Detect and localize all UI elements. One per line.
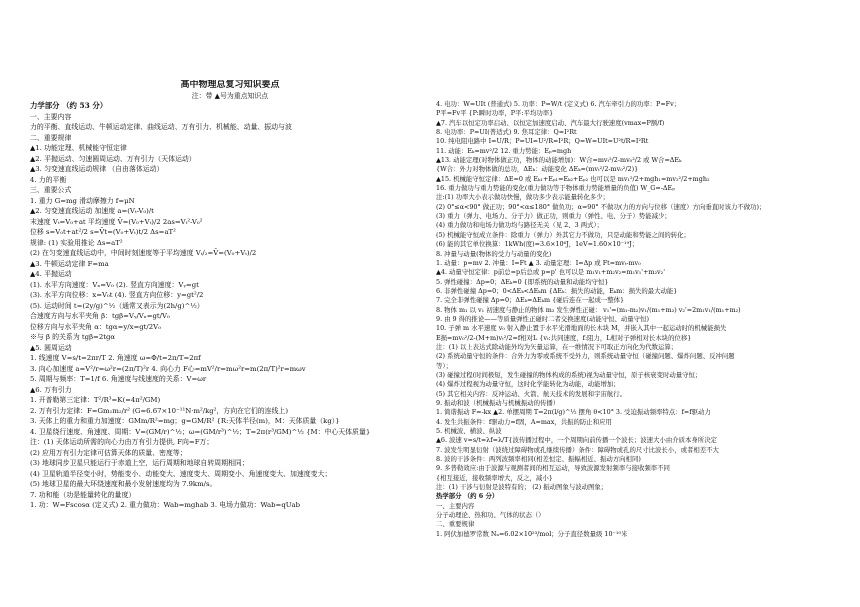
- right-line: 分子动理论、热和功、气体的状态（）: [436, 511, 545, 520]
- right-line: 8. 波的干涉条件：两列波频率相同(相差恒定、振幅相近、振动方向相同): [436, 455, 641, 464]
- right-line: 1. 动量：p=mv 2. 冲量：I=Ft ▲ 3. 动量定理：I=Δp 或 Ft=mvₜ-mv₀: [436, 258, 641, 267]
- left-line: (4) 卫星轨道半径变小时，势能变小、动能变大、速度变大、周期变小、角速度变大、加速度变大；: [30, 469, 332, 478]
- section-heading: 力学部分 （约 53 分）: [30, 101, 108, 110]
- left-line: 4. 卫星绕行速度、角速度、周期：V=(GM/r)^½；ω=(GM/r³)^½；T=2π(r³/GM)^½ {M：中心天体质量}: [30, 427, 371, 436]
- left-line: 1. 线速度 V=s/t=2πr/T 2. 角速度 ω=Φ/t=2π/T=2πf: [30, 354, 201, 362]
- left-line: (5). 运动时间 t=(2y/g)^½（通常又表示为(2h/g)^½）: [30, 301, 204, 310]
- left-line: 3. 天体上的重力和重力加速度：GMm/R²=mg；g=GM/R² {R:天体半径(m)，M：天体质量（kg）}: [30, 417, 340, 425]
- right-line: (5) 其它相关内容：反冲运动、火箭、航天技术的发展和宇宙航行。: [436, 389, 627, 398]
- right-line: 8. 冲量与动量(物体的受力与动量的变化): [436, 249, 552, 258]
- left-line: 5. 周期与频率：T=1/f 6. 角速度与线速度的关系：V=ωr: [30, 375, 207, 383]
- right-line: 等）；: [436, 361, 452, 370]
- section-heading: 热学部分 （约 6 分）: [436, 492, 499, 501]
- right-line: 8. 电功率：P=UI(普适式) 9. 焦耳定律：Q=I²Rt: [436, 128, 577, 137]
- left-line: ▲2. 匀变速直线运动 加速度 a=(Vₜ-V₀)/t: [30, 207, 154, 215]
- left-line: 位移 s=V₀t+at²/2 s=V̄t=(V₀+Vₜ)t/2 Δs=aT²: [30, 228, 176, 236]
- left-line: 一、主要内容: [30, 112, 72, 121]
- left-line: 2. 万有引力定律：F=Gm₁m₂/r² (G=6.67×10⁻¹¹N·m²/kg²，方向在它们的连线上): [30, 406, 289, 415]
- right-line: 注：(1) 以上表达式除动能外均为矢量运算，在一维情况下可取正方向化为代数运算；: [436, 342, 678, 351]
- right-line: 8. 物体 m₁ 以 v₁ 初速度与静止的物体 m₂ 发生弹性正碰： v₁'=(m₁-m₂)v₁/(m₁+m₂) v₂'=2m₁v₁/(m₁+m₂): [436, 305, 741, 314]
- left-line: 合速度方向与水平夹角 β：tgβ=Vᵧ/Vₓ=gt/V₀: [30, 312, 170, 320]
- right-line: E损=mv₀²/2-(M+m)vₜ²/2=f相对L {vₜ:共同速度，f:阻力，L相对子弹相对长木块的位移}: [436, 333, 692, 342]
- left-line: ※与 β 的关系为 tgβ=2tgα: [30, 333, 116, 341]
- left-line: 三、重要公式: [30, 186, 72, 194]
- right-column: [436, 100, 846, 539]
- right-line: 5. 机械波、横波、纵波: [436, 427, 502, 436]
- right-line: 注：(1) 干涉与衍射是波特有的； (2) 振动图象与波动图象；: [436, 483, 608, 492]
- right-line: (6) 能的其它单位换算：1kWh(度)=3.6×10⁶J，1eV=1.60×10⁻¹⁹J；: [436, 240, 639, 249]
- left-line: 1. 重力 G=mg 滑动摩擦力 f=μN: [30, 196, 135, 205]
- left-line: ▲1. 功能定理、机械能守恒定律: [30, 144, 127, 152]
- right-line: (4) 爆炸过程视为动量守恒，这时化学能转化为动能，动能增加；: [436, 380, 620, 389]
- right-line: 10. 纯电阻电路中 I=U/R；P=UI=U²/R=I²R；Q=W=UIt=U²t/R=I²Rt: [436, 137, 649, 146]
- left-line: 注：(1) 天体运动所需的向心力由万有引力提供, F向=F万；: [30, 438, 214, 446]
- right-line: 9. 多普勒效应:由于波源与观测者间的相互运动，导致波源发射频率与接收频率不同: [436, 464, 670, 473]
- right-line: {相互接近，接收频率增大，反之，减小}: [436, 473, 553, 482]
- right-line: (2) 0°≤α<90° 做正功；90°<α≤180° 做负功；α=90° 不做功(力的方向与位移（速度）方向垂直时该力不做功)；: [436, 202, 766, 211]
- left-line: ▲6. 万有引力: [30, 385, 72, 394]
- right-line: 7. 波发生明显衍射（波绕过障碍物或孔继续传播）条件：障碍物或孔的尺寸比波长小，或者相差不大: [436, 445, 719, 454]
- right-line: 1. 阿伏加德罗常数 Nₐ=6.02×10²³/mol；分子直径数量级 10⁻¹⁰米: [436, 529, 628, 538]
- left-line: ▲2. 平抛运动、匀速圆周运动、万有引力（天体运动）: [30, 154, 196, 163]
- right-line: P平=Fv平 {P:瞬时功率，P平:平均功率}: [436, 109, 554, 118]
- right-line: 二、重要规律: [436, 520, 475, 529]
- left-line: 位移方向与水平夹角 α：tgα=y/x=gt/2V₀: [30, 322, 161, 331]
- left-line: 规律: (1) 实验用推论 Δs=aT²: [30, 238, 123, 247]
- left-line: 1. 功：W=Fscosα (定义式) 2. 重力做功：Wab=mghab 3. 电场力做功：Wab=qUab: [30, 501, 301, 509]
- right-line: 9. 由 9 得的推论——等质量弹性正碰时二者交换速度(动能守恒、动量守恒): [436, 314, 649, 323]
- right-line: (4) 重力做功和电场力做功均与路径无关（见 2、3 两式）；: [436, 221, 604, 230]
- right-line: ▲15. 机械能守恒定律：ΔE=0 或 Eₖ₁+Eₚ₁=Eₖ₂+Eₚ₂ 也可以是 mv₁²/2+mgh₁=mv₂²/2+mgh₂: [436, 174, 710, 183]
- right-line: (2) 系统动量守恒的条件：合外力为零或系统不受外力，则系统动量守恒（碰撞问题、爆炸问题、反冲问题: [436, 352, 735, 361]
- left-line: (5) 地球卫星的最大环绕速度和最小发射速度均为 7.9km/s。: [30, 480, 217, 488]
- right-line: (3) 重力（弹力、电场力、分子力）做正功，则重力（弹性、电、分子）势能减少；: [436, 212, 671, 221]
- right-line: 一、主要内容: [436, 501, 475, 510]
- right-line: 5. 弹性碰撞：Δp=0；ΔEₖ=0 {即系统的动量和动能均守恒}: [436, 277, 609, 286]
- left-line: 力的平衡、直线运动、牛顿运动定律、曲线运动、万有引力、机械能、动量、振动与波: [30, 123, 292, 131]
- right-line: 注:(1) 功率大小表示做功快慢，做功多少表示能量转化多少；: [436, 193, 610, 202]
- left-line: (1). 水平方向速度：Vₓ=V₀ (2). 竖直方向速度：Vᵧ=gt: [30, 280, 199, 289]
- right-line: 11. 动能：Eₖ=mv²/2 12. 重力势能：Eₚ=mgh: [436, 146, 572, 155]
- right-line: {W合：外力对物体做的总功，ΔEₖ：动能变化 ΔEₖ=(mvₜ²/2-mv₀²/2)}: [436, 165, 639, 174]
- document-title: 高中物理总复习知识要点: [180, 80, 280, 90]
- right-line: 4. 电功：W=UIt (普通式) 5. 功率：P=W/t (定义式) 6. 汽车牵引力的功率：P=Fv；: [436, 100, 681, 108]
- right-line: ▲4. 动量守恒定律：p前总=p后总或 p=p' 也可以是 m₁v₁+m₂v₂=m₁v₁'+m₂v₂': [436, 268, 665, 277]
- left-line: 二、重要规律: [30, 133, 72, 142]
- left-line: 4. 力的平衡: [30, 175, 67, 184]
- left-line: ▲3. 匀变速直线运动规律 （自由落体运动）: [30, 165, 164, 173]
- left-line: ▲3. 牛顿运动定律 F=ma: [30, 259, 109, 268]
- right-line: 6. 非弹性碰撞 Δp=0；0<ΔEₖ<ΔEₖm {ΔEₖ：损失的动能，Eₖm：损失的最大动能}: [436, 286, 678, 295]
- left-line: 注：带 ▲号为重点知识点: [191, 91, 269, 100]
- left-line: (2) 应用万有引力定律可估算天体的质量、密度等；: [30, 448, 187, 457]
- right-line: 16. 重力做功与重力势能的变化(重力做功等于物体重力势能增量的负值) W_G=-ΔEₚ: [436, 184, 675, 193]
- left-line: (2) 在匀变速直线运动中，中间时刻速度等于平均速度 Vₜ/₂=V̄=(V₀+Vₜ)/2: [30, 249, 257, 257]
- right-line: 10. 子弹 m 水平速度 v₀ 射入静止置于水平光滑地面的长木块 M，并嵌入其中一起运动时的机械能损失: [436, 324, 727, 333]
- left-line: 7. 功和能（功是能量转化的量度）: [30, 490, 136, 499]
- right-line: ▲13. 动能定理(对物体做正功，物体的动能增加)：W合=mvₜ²/2-mv₀²/2 或 W合=ΔEₖ: [436, 156, 682, 165]
- right-line: (5) 机械能守恒成立条件：除重力（弹力）外其它力不做功，只是动能和势能之间的转化；: [436, 230, 690, 239]
- left-line: ▲5. 圆周运动: [30, 343, 72, 352]
- left-column: [30, 80, 430, 511]
- left-line: 3. 向心加速度 a=V²/r=ω²r=(2π/T)²r 4. 向心力 F心=mV²/r=mω²r=m(2π/T)²r=mωv: [30, 364, 306, 373]
- right-line: ▲6. 波速 v=s/t=λf=λ/T{波传播过程中，一个周期向前传播一个波长；波速大小由介质本身所决定: [436, 436, 717, 445]
- left-line: 末速度 Vₜ=V₀+at 平均速度 V̄=(V₀+Vₜ)/2 2as=Vₜ²-V₀²: [30, 217, 203, 226]
- right-line: ▲7. 汽车以恒定功率启动、以恒定加速度启动、汽车最大行驶速度(vmax=P额/f): [436, 118, 665, 127]
- right-line: 9. 振动和波（机械振动与机械振动的传播）: [436, 399, 560, 407]
- right-line: 7. 完全非弹性碰撞 Δp=0；ΔEₖ=ΔEₖm {碰后连在一起成一整体}: [436, 296, 625, 305]
- left-line: 1. 开普勒第三定律：T²/R³=K(=4π²/GM): [30, 396, 161, 404]
- right-line: 4. 发生共振条件：f驱动力=f固，A=max，共振的防止和应用: [436, 417, 612, 426]
- left-line: (3). 水平方向位移：x=V₀t (4). 竖直方向位移：y=gt²/2: [30, 291, 204, 299]
- right-line: (3) 碰撞过程(时间极短，发生碰撞的物体构成的系统)视为动量守恒，原子核衰变时动量守恒；: [436, 370, 702, 379]
- left-line: (3) 地球同步卫星只能运行于赤道上空，运行周期和地球自转周期相同；: [30, 459, 249, 467]
- left-line: ▲4. 平抛运动: [30, 270, 72, 278]
- right-line: 1. 简谐振动 F=-kx ▲2. 单摆周期 T=2π(l/g)^½ 摆角 θ<10° 3. 受迫振动频率特点：f=f驱动力: [436, 408, 711, 417]
